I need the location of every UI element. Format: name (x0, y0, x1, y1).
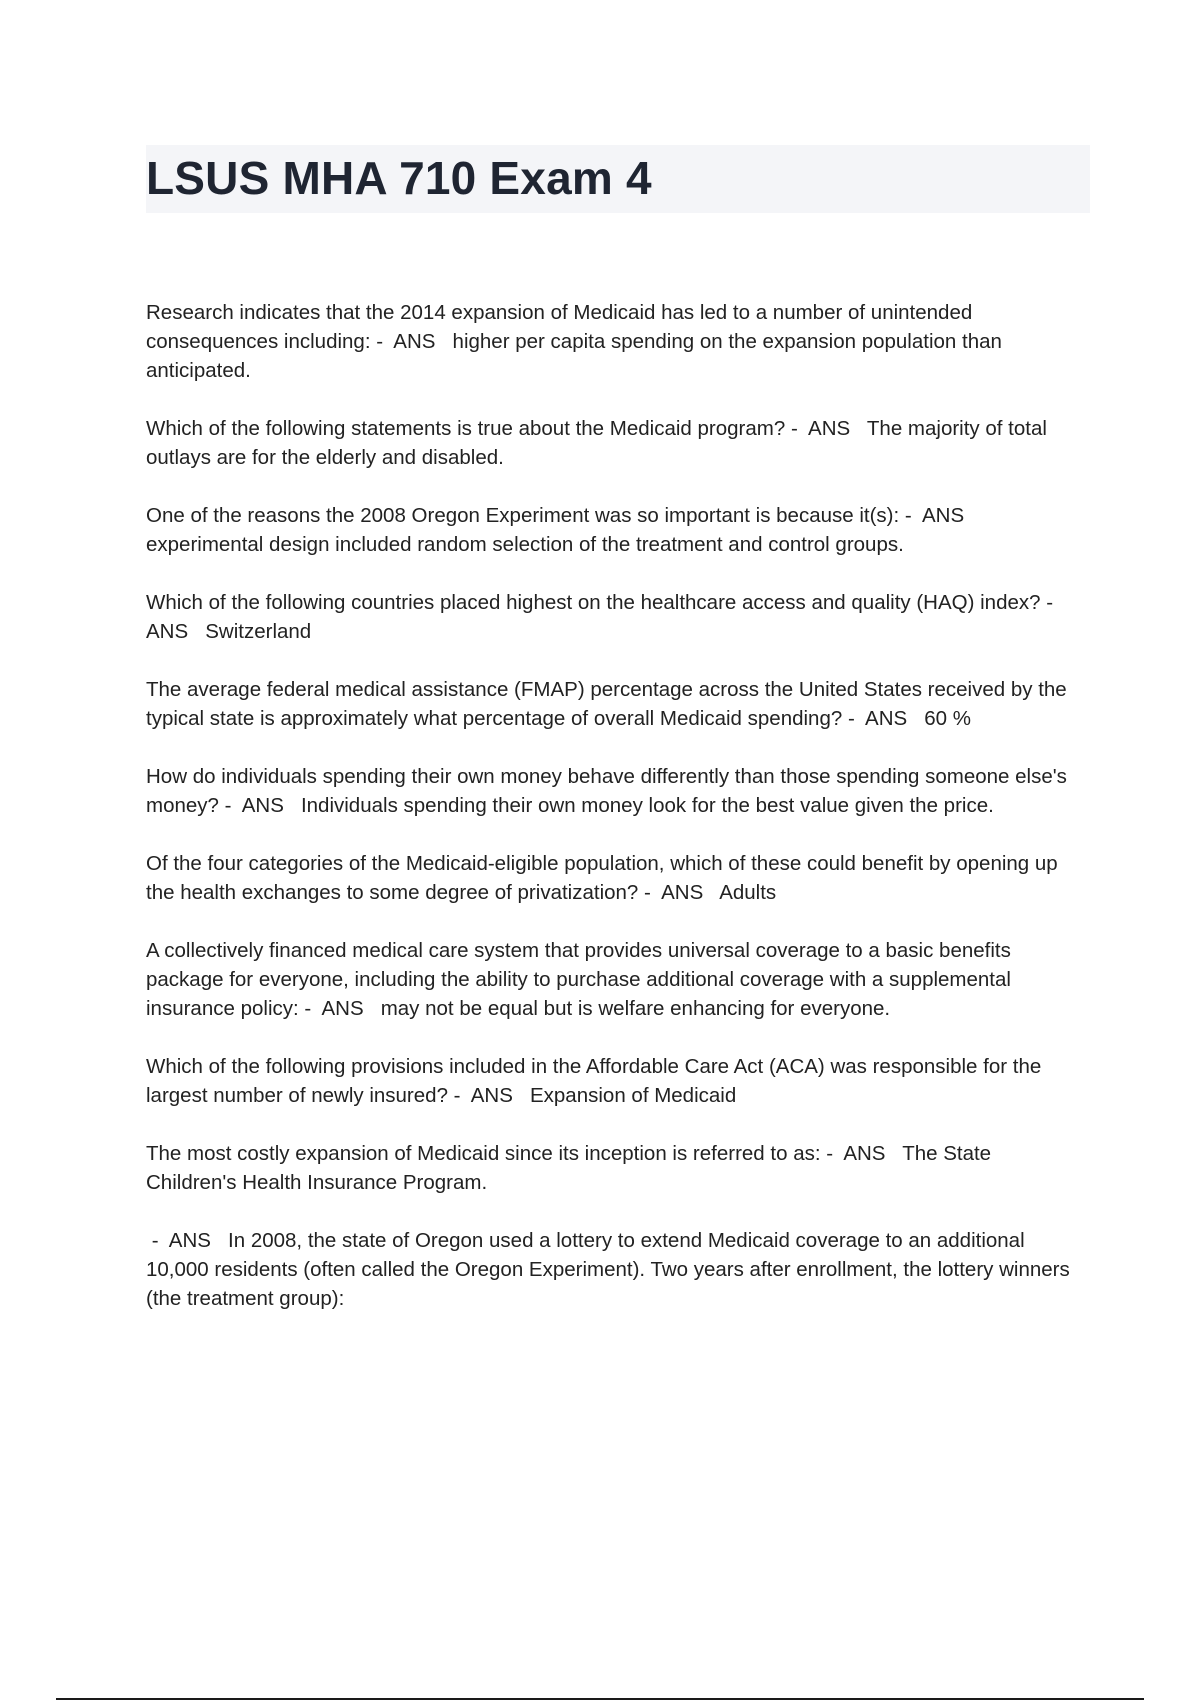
qa-item: The most costly expansion of Medicaid since its inception is referred to as: - ANS The State Children's Health Insurance Program. (146, 1142, 997, 1194)
qa-item: Which of the following countries placed highest on the healthcare access and quality (HAQ) index? - ANS Switzerland (146, 591, 1064, 643)
qa-item: Which of the following statements is true about the Medicaid program? - ANS The majority of total outlays are for the elderly and disabled. (146, 417, 1053, 469)
qa-item: A collectively financed medical care system that provides universal coverage to a basic benefits package for everyone, including the ability to purchase additional coverage with a supplemental insurance policy: - ANS may not be equal but is welfare enhancing for everyone. (146, 939, 1017, 1020)
page-title: LSUS MHA 710 Exam 4 (146, 152, 652, 204)
qa-item: - ANS In 2008, the state of Oregon used a lottery to extend Medicaid coverage to an additional 10,000 residents (often called the Oregon Experiment). Two years after enrollment, the lottery winners (the treatment group): (146, 1229, 1076, 1310)
qa-item: The average federal medical assistance (FMAP) percentage across the United States received by the typical state is approximately what percentage of overall Medicaid spending? - ANS 60 % (146, 678, 1073, 730)
qa-item: Which of the following provisions included in the Affordable Care Act (ACA) was responsible for the largest number of newly insured? - ANS Expansion of Medicaid (146, 1055, 1047, 1107)
qa-item: How do individuals spending their own money behave differently than those spending someone else's money? - ANS Individuals spending their own money look for the best value given the price. (146, 765, 1073, 817)
qa-list (146, 298, 1086, 1342)
qa-item: Research indicates that the 2014 expansion of Medicaid has led to a number of unintended consequences including: - ANS higher per capita spending on the expansion population than anticipated. (146, 301, 1008, 382)
qa-item: One of the reasons the 2008 Oregon Experiment was so important is because it(s): - ANS experimental design included random selection of the treatment and control groups. (146, 504, 982, 556)
qa-item: Of the four categories of the Medicaid-eligible population, which of these could benefit by opening up the health exchanges to some degree of privatization? - ANS Adults (146, 852, 1064, 904)
